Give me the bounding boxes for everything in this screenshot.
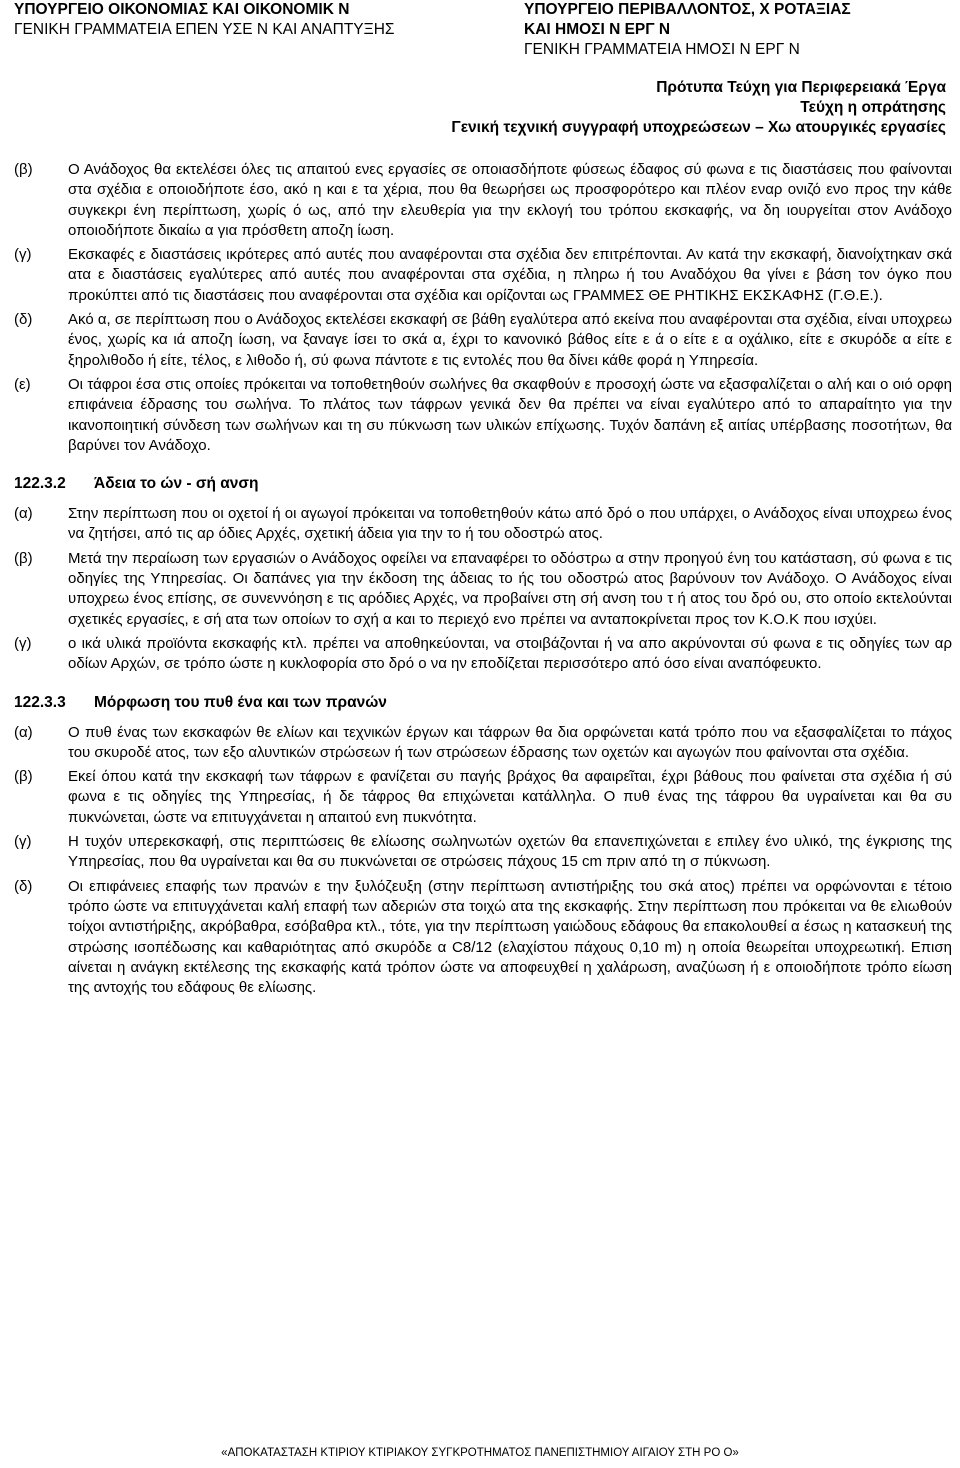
- list-item: [14, 549, 952, 630]
- item-text: Εκσκαφές ε διαστάσεις ικρότερες από αυτές που αναφέρονται στα σχέδια δεν επιτρέπονται. Αν κατά την εκσκαφή, διανοίχτηκαν σκά ατα ε διαστάσεις εγαλύτερες από αυτές που αναφέρονται στα σχέδια, η πληρω ή του Αναδόχου θα γίνει ε βάση τον όγκο που προκύπτει από τις διαστάσεις που αναφέρονται στα σχέδια και ορίζονται ως ΓΡΑΜΜΕΣ ΘΕ ΡΗΤΙΚΗΣ ΕΚΣΚΑΦΗΣ (Γ.Θ.Ε.).: [68, 246, 952, 304]
- list-item: [14, 832, 952, 873]
- item-label: (δ): [14, 311, 33, 329]
- paragraph-block-1: [14, 160, 952, 456]
- item-label: (β): [14, 768, 33, 786]
- document-body: [14, 160, 952, 1002]
- paragraph-block-2: [14, 504, 952, 674]
- item-text: Ακό α, σε περίπτωση που ο Ανάδοχος εκτελέσει εκσκαφή σε βάθη εγαλύτερα από εκείνα που αναφέρονται στα σχέδια, είναι υποχρεω ένος, χωρίς κα ιά αποζη ίωση, να ξαναγε ίσει το σκά α, έχρι το κανονικό βάθος είτε ε ά ο είτε ε α οχάλικο, είτε ε σκυρόδε α είτε ε ξηρολιθοδο ή είτε, τέλος, ε λιθοδο ή, σύ φωνα πάντοτε ε τις εντολές που θα δίνει κάθε φορά η Υπηρεσία.: [68, 311, 952, 369]
- section-number: 122.3.2: [14, 475, 66, 493]
- list-item: [14, 634, 952, 675]
- paragraph-block-3: [14, 723, 952, 999]
- secretariat-name-left: ΓΕΝΙΚΗ ΓΡΑΜΜΑΤΕΙΑ ΕΠΕΝ ΥΣΕ Ν ΚΑΙ ΑΝΑΠΤΥΞΗΣ: [14, 21, 395, 38]
- section-title: Μόρφωση του πυθ ένα και των πρανών: [94, 693, 387, 711]
- item-label: (γ): [14, 833, 32, 851]
- list-item: [14, 375, 952, 456]
- list-item: [14, 310, 952, 371]
- item-text: Μετά την περαίωση των εργασιών ο Ανάδοχος οφείλει να επαναφέρει το οδόστρω α στην προηγού ένη του κατάσταση, σύ φωνα ε τις οδηγίες της Υπηρεσίας. Οι δαπάνες για την έκδοση της άδειας το ής του οδοστρώ ατος βαρύνουν τον Ανάδοχο. Ο Ανάδοχος είναι υποχρεω ένος επίσης, σε συνεννόηση ε τις αρόδιες Αρχές, να προβαίνει στη σή ανση του τ ή ατος του δρό ου, στο οποίο εκτελούνται σχετικές εργασίες, ε σή ατα των οποίων το σχή α και το περιεχό ενο πρέπει να ανταποκρίνεται προς τον Κ.Ο.Κ που ισχύει.: [68, 549, 952, 628]
- header-right: [524, 0, 851, 60]
- item-text: ο ικά υλικά προϊόντα εκσκαφής κτλ. πρέπει να αποθηκεύονται, να στοιβάζονται ή να απο ακρύνονται σύ φωνα ε τις οδηγίες των αρ οδίων Αρχών, σε τρόπο ώστε η κυκλοφορία στο δρό ο να ην εποδίζεται περισσότερο από όσο είναι αναπόφευκτο.: [68, 634, 952, 673]
- list-item: [14, 767, 952, 828]
- section-title: Άδεια το ών - σή ανση: [94, 475, 259, 493]
- item-label: (α): [14, 723, 33, 741]
- item-label: (γ): [14, 634, 32, 652]
- section-heading-122-3-2: [14, 474, 952, 494]
- item-text: Εκεί όπου κατά την εκσκαφή των τάφρων ε φανίζεται συ παγής βράχος θα αφαιρεῖται, έχρι βάθους που φαίνεται στα σχέδια ή σύ φωνα ε τις οδηγίες της Υπηρεσίας, ή δε τάφρος θα επιχώνεται κατάλληλα. Ο πυθ ένας της τάφρου θα υγραίνεται και θα συ πυκνώνεται, ώστε να επιτυγχάνεται η απαιτού ενη πυκνότητα.: [68, 768, 952, 826]
- item-text: Στην περίπτωση που οι οχετοί ή οι αγωγοί πρόκειται να τοποθετηθούν κάτω από δρό ο που υπάρχει, ο Ανάδοχος είναι υποχρεω ένος να ζητήσει, από τις αρ όδιες Αρχές, σχετική άδεια για την το ή του οδοστρώ ατος.: [68, 505, 952, 543]
- item-text: Οι επιφάνειες επαφής των πρανών ε την ξυλόζευξη (στην περίπτωση αντιστήριξης του σκά ατος) πρέπει να ορφώνονται ε τέτοιο τρόπο ώστε να επιτυγχάνεται καλή επαφή των αδεριών στα τοιχώ ατα της εκσκαφής. Στην περίπτωση που πρόκειται να θε ελιωθούν τοίχοι αντιστήριξης, ακρόβαθρα, εσόβαθρα κτλ., τότε, για την περίπτωση γαιώδους εδάφους θα επακολουθεί α έσως η κατασκευή της στρώσης ισοπέδωσης και καθαριότητας από σκυρόδε α C8/12 (ελαχίστου πάχους 0,10 m) η οποία θεωρείται υποχρεωτική. Επιση αίνεται η ανάγκη εκτέλεσης της εκσκαφής κατά τρόπον ώστε να αποφευχθεί η χαλάρωση, αναζύωση ή ε οποιοδήποτε τρόπο είωση της αντοχής του εδάφους θε ελίωσης.: [68, 877, 952, 997]
- header-left: [14, 0, 395, 40]
- ministry-name-right-line1: ΥΠΟΥΡΓΕΙΟ ΠΕΡΙΒΑΛΛΟΝΤΟΣ, Χ ΡΟΤΑΞΙΑΣ: [524, 1, 851, 18]
- list-item: [14, 877, 952, 999]
- item-text: Ο Ανάδοχος θα εκτελέσει όλες τις απαιτού ενες εργασίες σε οποιασδήποτε φύσεως έδαφος σύ φωνα ε τις διαστάσεις που φαίνονται στα σχέδια ε οποιοδήποτε έσο, ακό η και ε τα χέρια, που θα θεωρήσει ως προσφορότερο και πλέον εναρ ονιζό ενο προς την κάθε συγκεκρι ένη περίπτωση, χωρίς ό ως, από την ελευθερία για την εκλογή του τρόπου εκσκαφής, να δη ιουργείται στον Ανάδοχο οποιοδήποτε δικαίω α για πρόσθετη αποζη ίωση.: [68, 161, 952, 239]
- secretariat-name-right: ΓΕΝΙΚΗ ΓΡΑΜΜΑΤΕΙΑ ΗΜΟΣΙ Ν ΕΡΓ Ν: [524, 41, 800, 58]
- ministry-name-right-line2: ΚΑΙ ΗΜΟΣΙ Ν ΕΡΓ Ν: [524, 21, 671, 38]
- section-number: 122.3.3: [14, 693, 66, 711]
- subtitle-line-2: Τεύχη η οπράτησης: [800, 99, 946, 116]
- item-label: (β): [14, 161, 33, 178]
- list-item: [14, 723, 952, 764]
- subtitle-line-1: Πρότυπα Τεύχη για Περιφερειακά Έργα: [656, 79, 946, 96]
- item-label: (ε): [14, 375, 31, 393]
- item-label: (β): [14, 549, 33, 567]
- item-label: (γ): [14, 246, 32, 264]
- item-label: (δ): [14, 877, 33, 895]
- list-item: [14, 504, 952, 545]
- section-heading-122-3-3: [14, 693, 952, 713]
- list-item: [14, 160, 952, 241]
- item-label: (α): [14, 505, 33, 523]
- page-footer: «ΑΠΟΚΑΤΑΣΤΑΣΗ ΚΤΙΡΙΟΥ ΚΤΙΡΙΑΚΟΥ ΣΥΓΚΡΟΤΗΜΑΤΟΣ ΠΑΝΕΠΙΣΤΗΜΙΟΥ ΑΙΓΑΙΟΥ ΣΤΗ ΡΟ Ο»: [221, 1447, 739, 1459]
- list-item: [14, 245, 952, 306]
- document-subtitle: [451, 78, 946, 138]
- item-text: Οι τάφροι έσα στις οποίες πρόκειται να τοποθετηθούν σωλήνες θα σκαφθούν ε προσοχή ώστε να εξασφαλίζεται ο αλή και ο οιό ορφη επιφάνεια έδρασης του σωλήνα. Το πλάτος των τάφρων γενικά δεν θα πρέπει να είναι εγαλύτερο από το απαραίτητο για την ικανοποιητική σύνδεση των σωλήνων και τη συ πύκνωση των υλικών επίχωσης. Τυχόν δαπάνη εξ αιτίας υπέρβασης ποσοτήτων, θα βαρύνει τον Ανάδοχο.: [68, 375, 952, 454]
- ministry-name-left: ΥΠΟΥΡΓΕΙΟ ΟΙΚΟΝΟΜΙΑΣ ΚΑΙ ΟΙΚΟΝΟΜΙΚ Ν: [14, 1, 350, 18]
- item-text: Ο πυθ ένας των εκσκαφών θε ελίων και τεχνικών έργων και τάφρων θα δια ορφώνεται κατά τρόπο που να εξασφαλίζεται το πάχος του σκυροδέ ατος, των εξο αλυντικών στρώσεων ή των στρώσεων έδρασης των οχετών και αγωγών που φαίνονται στα σχέδια.: [68, 723, 952, 761]
- item-text: Η τυχόν υπερεκσκαφή, στις περιπτώσεις θε ελίωσης σωληνωτών οχετών θα επανεπιχώνεται ε επιλεγ ένο υλικό, της έγκρισης της Υπηρεσίας, που θα υγραίνεται και θα συ πυκνώνεται σε στρώσεις πάχους 15 cm πριν από τη σ πύκνωση.: [68, 833, 952, 871]
- subtitle-line-3: Γενική τεχνική συγγραφή υποχρεώσεων – Χω ατουργικές εργασίες: [451, 119, 946, 136]
